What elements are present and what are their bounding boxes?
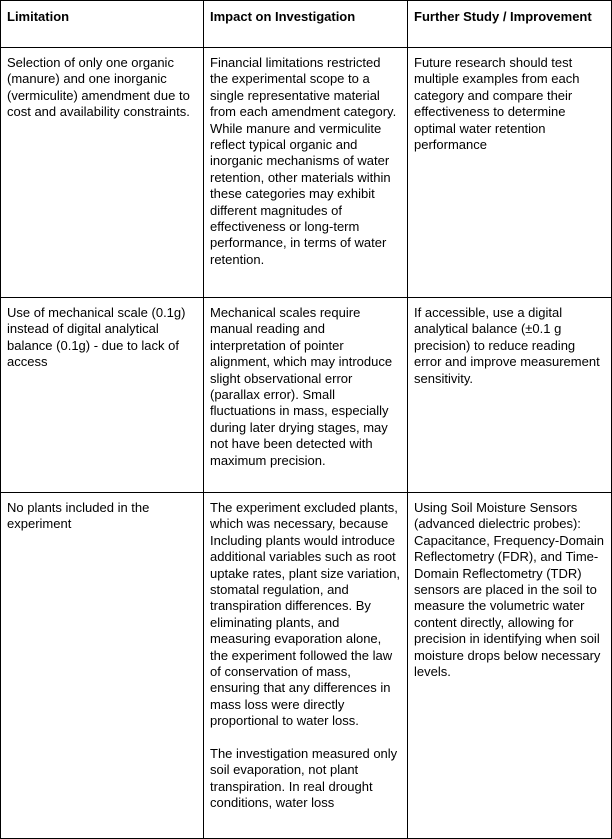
header-row [1, 1, 612, 48]
improvement-cell: If accessible, use a digital analytical balance (±0.1 g precision) to reduce reading error and improve measurement sensitivity. [408, 298, 612, 493]
table-row [1, 48, 612, 298]
header-improvement: Further Study / Improvement [408, 1, 612, 48]
improvement-cell: Future research should test multiple examples from each category and compare their effectiveness to determine optimal water retention performance [408, 48, 612, 298]
impact-paragraph: Financial limitations restricted the experimental scope to a single representative material from each amendment category. While manure and vermiculite reflect typical organic and inorganic mechanisms of water retention, other materials within these categories may exhibit different magnitudes of effectiveness or long-term performance, in terms of water retention. [210, 55, 397, 267]
impact-paragraph: Mechanical scales require manual reading and interpretation of pointer alignment, which may introduce slight observational error (parallax error). Small fluctuations in mass, especially during later drying stages, may not have been detected with maximum precision. [210, 305, 393, 468]
impact-cell [204, 48, 408, 298]
limitation-cell: Selection of only one organic (manure) and one inorganic (vermiculite) amendment due to cost and availability constraints. [1, 48, 204, 298]
header-impact: Impact on Investigation [204, 1, 408, 48]
table-row [1, 493, 612, 839]
table-row [1, 298, 612, 493]
limitation-cell: No plants included in the experiment [1, 493, 204, 839]
impact-paragraph: The investigation measured only soil evaporation, not plant transpiration. In real drought conditions, water loss [210, 745, 398, 810]
header-limitation: Limitation [1, 1, 204, 48]
impact-paragraph: The experiment excluded plants, which was necessary, because Including plants would introduce additional variables such as root uptake rates, plant size variation, stomatal regulation, and transpiration differences. By eliminating plants, and measuring evaporation alone, the experiment followed the law of conservation of mass, ensuring that any differences in mass loss were directly proportional to water loss. [210, 500, 401, 729]
impact-cell [204, 493, 408, 839]
improvement-cell: Using Soil Moisture Sensors (advanced dielectric probes): Capacitance, Frequency-Domain Reflectometry (FDR), and Time-Domain Reflectometry (TDR) sensors are placed in the soil to measure the volumetric water content directly, allowing for precision in identifying when soil moisture drops below necessary levels. [408, 493, 612, 839]
impact-cell [204, 298, 408, 493]
limitation-cell: Use of mechanical scale (0.1g) instead of digital analytical balance (0.1g) - due to lack of access [1, 298, 204, 493]
